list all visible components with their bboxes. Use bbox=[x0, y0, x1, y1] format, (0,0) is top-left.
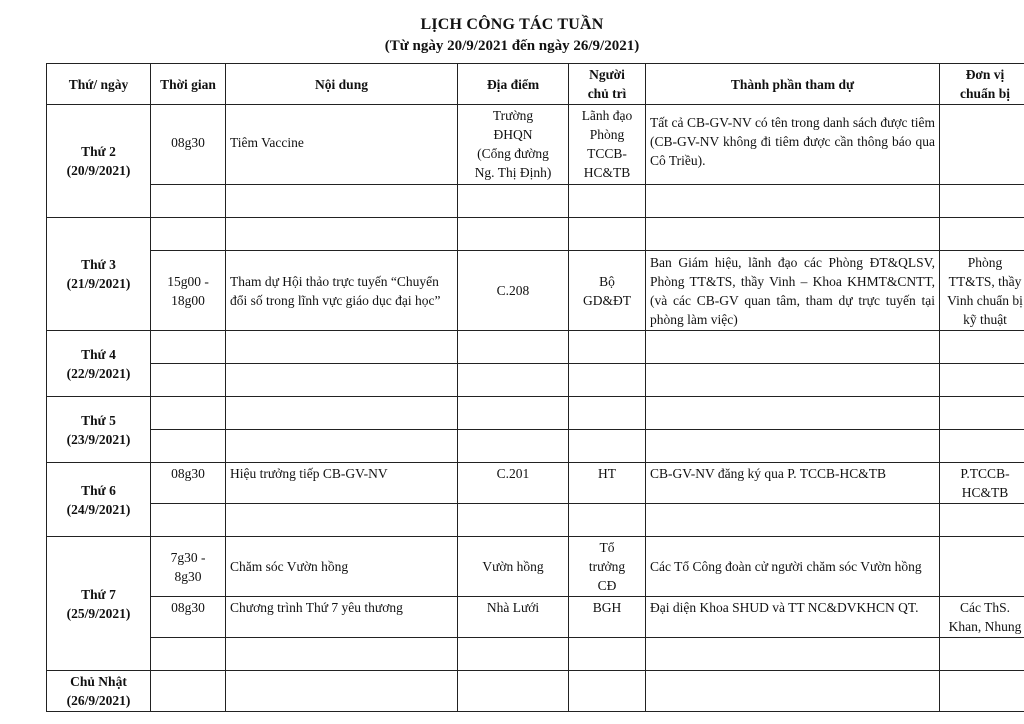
header-host bbox=[569, 64, 646, 105]
blank-cell bbox=[569, 364, 646, 397]
host-line: trưởng bbox=[588, 559, 626, 574]
header-prep-line2: chuẩn bị bbox=[960, 86, 1010, 101]
prep-cell bbox=[940, 463, 1024, 504]
table-row bbox=[47, 430, 1024, 463]
blank-cell bbox=[940, 331, 1024, 364]
blank-cell bbox=[151, 504, 226, 537]
blank-cell bbox=[458, 331, 569, 364]
blank-cell bbox=[458, 218, 569, 251]
blank-cell bbox=[940, 504, 1024, 537]
blank-cell bbox=[940, 430, 1024, 463]
blank-cell bbox=[226, 638, 458, 671]
day-cell-tue bbox=[47, 218, 151, 331]
blank-cell bbox=[940, 671, 1024, 712]
day-name: Thứ 2 bbox=[81, 144, 116, 159]
table-row bbox=[47, 364, 1024, 397]
day-date: (24/9/2021) bbox=[66, 501, 131, 517]
table-row bbox=[47, 463, 1024, 504]
time-cell: 08g30 bbox=[151, 463, 226, 504]
table-row bbox=[47, 397, 1024, 430]
blank-cell bbox=[646, 638, 940, 671]
participants-cell: CB-GV-NV đăng ký qua P. TCCB-HC&TB bbox=[646, 463, 940, 504]
blank-cell bbox=[226, 218, 458, 251]
host-cell: HT bbox=[569, 463, 646, 504]
host-line: Bộ bbox=[599, 273, 615, 289]
blank-cell bbox=[151, 331, 226, 364]
blank-cell bbox=[458, 397, 569, 430]
blank-cell bbox=[151, 218, 226, 251]
blank-cell bbox=[226, 430, 458, 463]
day-name: Thứ 5 bbox=[81, 412, 116, 428]
prep-line: Các ThS. bbox=[960, 600, 1010, 615]
blank-cell bbox=[646, 671, 940, 712]
host-line: HC&TB bbox=[583, 165, 631, 180]
blank-cell bbox=[151, 364, 226, 397]
page-subtitle: (Từ ngày 20/9/2021 đến ngày 26/9/2021) bbox=[384, 38, 640, 54]
day-name: Thứ 4 bbox=[81, 346, 116, 362]
host-line: Tổ bbox=[599, 540, 615, 555]
day-date: (26/9/2021) bbox=[66, 693, 131, 708]
host-cell bbox=[569, 537, 646, 597]
blank-cell bbox=[569, 185, 646, 218]
participants-cell: Ban Giám hiệu, lãnh đạo các Phòng ĐT&QLSV, Phòng TT&TS, thầy Vinh – Khoa KHMT&CNTT, (và các CB-GV quan tâm, tham dự trực tuyến tại phòng làm việc) bbox=[646, 251, 940, 331]
blank-cell bbox=[151, 638, 226, 671]
day-cell-thu bbox=[47, 397, 151, 463]
day-name: Thứ 6 bbox=[81, 482, 116, 498]
table-row bbox=[47, 251, 1024, 331]
time-cell: 08g30 bbox=[151, 597, 226, 638]
blank-cell bbox=[458, 671, 569, 712]
prep-line: HC&TB bbox=[961, 485, 1009, 500]
day-date: (25/9/2021) bbox=[66, 605, 131, 621]
blank-cell bbox=[226, 671, 458, 712]
prep-line: Khan, Nhung bbox=[948, 619, 1022, 634]
blank-cell bbox=[226, 397, 458, 430]
schedule-table bbox=[46, 63, 1024, 712]
location-cell: Nhà Lưới bbox=[458, 597, 569, 638]
table-row bbox=[47, 105, 1024, 185]
blank-cell bbox=[458, 185, 569, 218]
day-name: Thứ 3 bbox=[81, 257, 116, 272]
day-name: Thứ 7 bbox=[81, 586, 116, 602]
blank-cell bbox=[458, 364, 569, 397]
blank-cell bbox=[458, 504, 569, 537]
header-content: Nội dung bbox=[226, 64, 458, 105]
content-cell: Chăm sóc Vườn hồng bbox=[226, 537, 458, 597]
blank-cell bbox=[940, 638, 1024, 671]
header-host-line1: Người bbox=[589, 67, 625, 82]
day-cell-mon bbox=[47, 105, 151, 218]
blank-cell bbox=[940, 185, 1024, 218]
blank-cell bbox=[646, 218, 940, 251]
blank-cell bbox=[569, 430, 646, 463]
table-row bbox=[47, 597, 1024, 638]
time-line: 18g00 bbox=[171, 292, 205, 308]
blank-cell bbox=[940, 364, 1024, 397]
blank-cell bbox=[458, 430, 569, 463]
location-cell: C.201 bbox=[458, 463, 569, 504]
blank-cell bbox=[458, 638, 569, 671]
location-cell: C.208 bbox=[458, 251, 569, 331]
prep-cell bbox=[940, 597, 1024, 638]
table-row bbox=[47, 331, 1024, 364]
table-row bbox=[47, 671, 1024, 712]
time-cell bbox=[151, 537, 226, 597]
prep-cell bbox=[940, 105, 1024, 185]
host-cell bbox=[569, 105, 646, 185]
blank-cell bbox=[226, 504, 458, 537]
blank-cell bbox=[646, 397, 940, 430]
table-row bbox=[47, 638, 1024, 671]
participants-cell: Đại diện Khoa SHUD và TT NC&DVKHCN QT. bbox=[646, 597, 940, 638]
header-prep-line1: Đơn vị bbox=[965, 67, 1005, 82]
blank-cell bbox=[151, 397, 226, 430]
table-header-row bbox=[47, 64, 1024, 105]
day-cell-sat bbox=[47, 537, 151, 671]
day-name: Chủ Nhật bbox=[70, 674, 127, 689]
header-participants: Thành phần tham dự bbox=[646, 64, 940, 105]
blank-cell bbox=[646, 185, 940, 218]
location-line: Ng. Thị Định) bbox=[474, 165, 552, 180]
location-cell: Vườn hồng bbox=[458, 537, 569, 597]
content-cell: Tiêm Vaccine bbox=[226, 105, 458, 185]
time-cell: 08g30 bbox=[151, 105, 226, 185]
header-location: Địa điểm bbox=[458, 64, 569, 105]
blank-cell bbox=[569, 671, 646, 712]
participants-cell: Tất cả CB-GV-NV có tên trong danh sách được tiêm (CB-GV-NV không đi tiêm được cần thông báo qua Cô Triều). bbox=[646, 105, 940, 185]
prep-cell: Phòng TT&TS, thầy Vinh chuẩn bị kỹ thuật bbox=[940, 251, 1024, 331]
day-cell-wed bbox=[47, 331, 151, 397]
day-date: (22/9/2021) bbox=[66, 365, 131, 381]
blank-cell bbox=[646, 331, 940, 364]
header-prep bbox=[940, 64, 1024, 105]
table-row bbox=[47, 537, 1024, 597]
blank-cell bbox=[646, 430, 940, 463]
blank-cell bbox=[226, 331, 458, 364]
blank-cell bbox=[569, 218, 646, 251]
host-cell bbox=[569, 251, 646, 331]
blank-cell bbox=[646, 364, 940, 397]
header-time: Thời gian bbox=[151, 64, 226, 105]
table-row bbox=[47, 218, 1024, 251]
table-row bbox=[47, 185, 1024, 218]
blank-cell bbox=[569, 331, 646, 364]
blank-cell bbox=[151, 671, 226, 712]
header-day: Thứ/ ngày bbox=[47, 64, 151, 105]
content-cell: Chương trình Thứ 7 yêu thương bbox=[226, 597, 458, 638]
blank-cell bbox=[569, 504, 646, 537]
time-cell bbox=[151, 251, 226, 331]
page-title: LỊCH CÔNG TÁC TUẦN bbox=[420, 16, 604, 33]
host-cell: BGH bbox=[569, 597, 646, 638]
day-date: (23/9/2021) bbox=[66, 431, 131, 447]
host-line: Phòng bbox=[589, 127, 625, 142]
host-line: GD&ĐT bbox=[583, 292, 631, 308]
day-cell-sun bbox=[47, 671, 151, 712]
day-cell-fri bbox=[47, 463, 151, 537]
location-cell bbox=[458, 105, 569, 185]
prep-cell bbox=[940, 537, 1024, 597]
time-line: 8g30 bbox=[174, 568, 202, 584]
blank-cell bbox=[940, 397, 1024, 430]
time-line: 15g00 - bbox=[167, 273, 209, 289]
blank-cell bbox=[226, 185, 458, 218]
day-date: (20/9/2021) bbox=[66, 163, 131, 178]
content-cell: Hiệu trưởng tiếp CB-GV-NV bbox=[226, 463, 458, 504]
blank-cell bbox=[151, 430, 226, 463]
prep-line: P.TCCB- bbox=[960, 466, 1010, 481]
header-host-line2: chủ trì bbox=[587, 86, 627, 101]
host-line: TCCB- bbox=[587, 146, 627, 161]
location-line: (Cổng đường bbox=[477, 146, 549, 161]
content-cell: Tham dự Hội thảo trực tuyến “Chuyển đổi số trong lĩnh vực giáo dục đại học” bbox=[226, 251, 458, 331]
blank-cell bbox=[226, 364, 458, 397]
blank-cell bbox=[940, 218, 1024, 251]
participants-cell: Các Tổ Công đoàn cử người chăm sóc Vườn hồng bbox=[646, 537, 940, 597]
blank-cell bbox=[569, 638, 646, 671]
location-line: Trường bbox=[492, 108, 534, 123]
table-row bbox=[47, 504, 1024, 537]
blank-cell bbox=[151, 185, 226, 218]
blank-cell bbox=[646, 504, 940, 537]
host-line: Lãnh đạo bbox=[581, 108, 633, 123]
location-line: ĐHQN bbox=[493, 127, 533, 142]
day-date: (21/9/2021) bbox=[66, 276, 131, 291]
blank-cell bbox=[569, 397, 646, 430]
host-line: CĐ bbox=[597, 578, 617, 593]
time-line: 7g30 - bbox=[170, 549, 206, 565]
